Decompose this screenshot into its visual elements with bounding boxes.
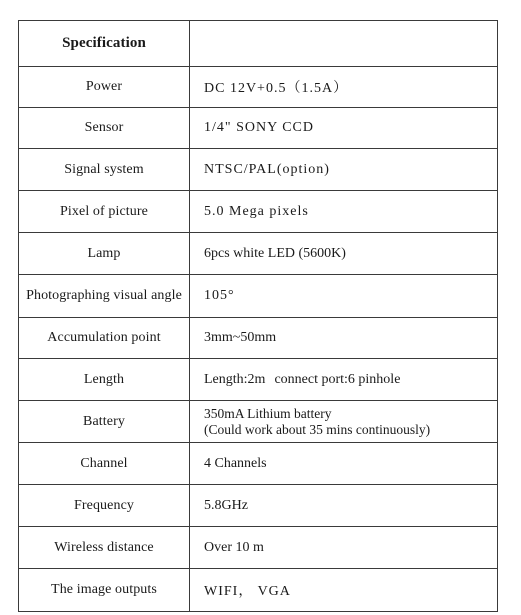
row-label: The image outputs bbox=[19, 569, 190, 612]
length-value: Length:2m bbox=[204, 371, 266, 387]
row-value: Over 10 m bbox=[190, 527, 498, 569]
row-value: 6pcs white LED (5600K) bbox=[190, 233, 498, 275]
specification-header: Specification bbox=[19, 21, 190, 67]
row-label: Channel bbox=[19, 443, 190, 485]
table-row bbox=[19, 401, 498, 443]
table-row bbox=[19, 318, 498, 359]
battery-value-line2: (Could work about 35 mins continuously) bbox=[204, 421, 431, 437]
table-row bbox=[19, 67, 498, 108]
table-row bbox=[19, 149, 498, 191]
row-label: Sensor bbox=[19, 108, 190, 149]
row-label: Battery bbox=[19, 401, 190, 443]
row-value: 5.0 Mega pixels bbox=[190, 191, 498, 233]
row-label: Photographing visual angle bbox=[19, 275, 190, 318]
row-label: Wireless distance bbox=[19, 527, 190, 569]
table-row bbox=[19, 359, 498, 401]
row-value: 5.8GHz bbox=[190, 485, 498, 527]
table-row bbox=[19, 485, 498, 527]
row-label: Lamp bbox=[19, 233, 190, 275]
row-value: NTSC/PAL(option) bbox=[190, 149, 498, 191]
row-value: WIFI， VGA bbox=[190, 569, 498, 612]
battery-value-line1: 350mA Lithium battery bbox=[204, 405, 332, 421]
row-value bbox=[190, 401, 498, 443]
row-label: Length bbox=[19, 359, 190, 401]
row-value: DC 12V+0.5（1.5A） bbox=[190, 67, 498, 108]
table-row bbox=[19, 527, 498, 569]
specification-table bbox=[18, 20, 498, 612]
row-value: 1/4" SONY CCD bbox=[190, 108, 498, 149]
row-label: Pixel of picture bbox=[19, 191, 190, 233]
table-row bbox=[19, 569, 498, 612]
table-row bbox=[19, 191, 498, 233]
table-row bbox=[19, 275, 498, 318]
table-row bbox=[19, 443, 498, 485]
connect-port-value: connect port:6 pinhole bbox=[274, 371, 401, 387]
row-label: Power bbox=[19, 67, 190, 108]
row-label: Frequency bbox=[19, 485, 190, 527]
row-value bbox=[190, 359, 498, 401]
row-value: 3mm~50mm bbox=[190, 318, 498, 359]
table-header-row bbox=[19, 21, 498, 67]
row-label: Accumulation point bbox=[19, 318, 190, 359]
row-value: 105° bbox=[190, 275, 498, 318]
table-row bbox=[19, 108, 498, 149]
row-label: Signal system bbox=[19, 149, 190, 191]
header-empty-cell bbox=[190, 21, 498, 67]
table-row bbox=[19, 233, 498, 275]
row-value: 4 Channels bbox=[190, 443, 498, 485]
